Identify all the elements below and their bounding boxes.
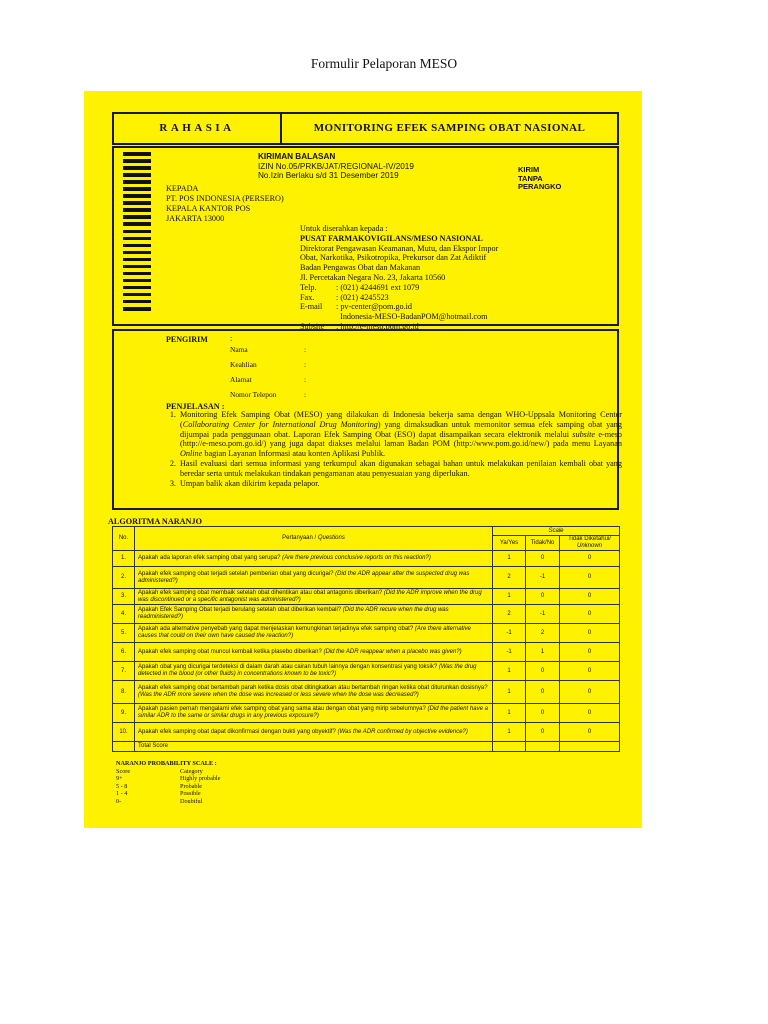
- score-yes[interactable]: 2: [493, 567, 526, 589]
- col-no-answer: Tidak/No: [526, 536, 560, 551]
- row-number: 5.: [113, 624, 135, 643]
- sender-box: PENGIRIM : Nama : Keahlian : Alamat : Nomor Telepon : PENJELASAN : 1. Monitoring Efek Samping Obat (MESO) yang dilakukan di Indonesia bekerja sama dengan WHO-Uppsala Monitoring Center (Collaborating Center for International Drug Monitoring) yang dimaksudkan untuk memonitor semua efek samping obat yang dijumpai pada penggunaan obat. Laporan Efek Samping Obat (ESO) dapat disampaikan secara elektronik melalui subsite e-meso (http://e-meso.pom.go.id/) yang juga dapat diakses melalui laman Badan POM (http://www.pom.go.id/new/) pada menu Layanan Online bagian Layanan Informasi atau konten Aplikasi Publik. 2. Hasil evaluasi dari semua informasi yang terkumpul akan digunakan sebagai bahan untuk melakukan penilaian kembali obat yang beredar serta untuk melakukan tindakan pengamanan atau penyesuaian yang diperlukan. 3. Umpan balik akan dikirim kepada pelapor.: [112, 329, 619, 510]
- rahasia-label: RAHASIA: [159, 122, 235, 134]
- score-yes[interactable]: 1: [493, 662, 526, 681]
- total-no[interactable]: [526, 742, 560, 752]
- field-expertise-input[interactable]: :: [304, 360, 307, 369]
- row-number: 10.: [113, 723, 135, 742]
- header-box: [112, 112, 619, 145]
- score-no[interactable]: -1: [526, 567, 560, 589]
- row-question: Apakah efek samping obat dapat dikonfirmasi dengan bukti yang obyektif? (Was the ADR confirmed by objective evidence?): [135, 723, 493, 742]
- table-row: [113, 589, 620, 605]
- explanation-list: [166, 410, 622, 488]
- explanation-item: 1. Monitoring Efek Samping Obat (MESO) yang dilakukan di Indonesia bekerja sama dengan WHO-Uppsala Monitoring Center (Collaborating Center for International Drug Monitoring) yang dimaksudkan untuk memonitor semua efek samping obat yang dijumpai pada penggunaan obat. Laporan Efek Samping Obat (ESO) dapat disampaikan secara elektronik melalui subsite e-meso (http://e-meso.pom.go.id/) yang juga dapat diakses melalui laman Badan POM (http://www.pom.go.id/new/) pada menu Layanan Online bagian Layanan Informasi atau konten Aplikasi Publik.: [178, 410, 622, 459]
- score-yes[interactable]: 1: [493, 723, 526, 742]
- table-row: [113, 643, 620, 662]
- score-no[interactable]: 0: [526, 551, 560, 567]
- reply-permit: KIRIMAN BALASAN IZIN No.05/PRKB/JAT/REGIONAL-IV/2019 No.Izin Berlaku s/d 31 Desember 2019: [258, 152, 414, 181]
- table-row: [113, 567, 620, 589]
- row-question: Apakah efek samping obat bertambah parah ketika dosis obat ditingkatkan atau bertambah ringan ketika obat diturunkan dosisnya? (Was the ADR more severe when the dose was increased or less severe when the dose was decreased?): [135, 681, 493, 704]
- postage-free-stamp: KIRIM TANPA PERANGKO: [518, 165, 562, 192]
- score-no[interactable]: 0: [526, 662, 560, 681]
- score-unknown[interactable]: 0: [560, 662, 620, 681]
- score-no[interactable]: 0: [526, 704, 560, 723]
- recipient-address: Untuk diserahkan kepada : PUSAT FARMAKOVIGILANS/MESO NASIONAL Direktorat Pengawasan Keamanan, Mutu, dan Ekspor Impor Obat, Narkotika, Psikotropika, Prekursor dan Zat Adiktif Badan Pengawas Obat dan Makanan Jl. Percetakan Negara No. 23, Jakarta 10560 Telp. : (021) 4244691 ext 1079 Fax. : (021) 4245523 E-mail : pv-center@pom.go.id Indonesia-MESO-BadanPOM@hotmail.com Subsite : http://e-meso.pom.go.id: [300, 224, 499, 331]
- row-number: 4.: [113, 605, 135, 624]
- score-no[interactable]: 0: [526, 681, 560, 704]
- score-yes[interactable]: -1: [493, 643, 526, 662]
- field-phone-label: Nomor Telepon: [230, 390, 277, 399]
- score-unknown[interactable]: 0: [560, 624, 620, 643]
- col-yes: Ya/Yes: [493, 536, 526, 551]
- total-row: [113, 742, 620, 752]
- scale-row: 5 - 8 Probable: [116, 782, 202, 790]
- score-no[interactable]: -1: [526, 605, 560, 624]
- row-question: Apakah ada laporan efek samping obat yang serupa? (Are there previous conclusive reports on this reaction?): [135, 551, 493, 567]
- col-no: No.: [113, 527, 135, 551]
- score-unknown[interactable]: 0: [560, 723, 620, 742]
- col-scale: Scale: [493, 527, 620, 536]
- address-box: [112, 146, 619, 331]
- table-row: [113, 704, 620, 723]
- field-address-input[interactable]: :: [304, 375, 307, 384]
- scale-row: 0- Doubtful: [116, 797, 203, 805]
- document-title: Formulir Pelaporan MESO: [310, 56, 458, 71]
- row-number: 9.: [113, 704, 135, 723]
- table-row: [113, 723, 620, 742]
- score-yes[interactable]: 1: [493, 704, 526, 723]
- total-yes[interactable]: [493, 742, 526, 752]
- postal-barcode: [123, 152, 151, 316]
- explanation-item: 3. Umpan balik akan dikirim kepada pelapor.: [178, 479, 622, 489]
- table-row: [113, 605, 620, 624]
- field-address-label: Alamat: [230, 375, 252, 384]
- field-name-input[interactable]: :: [304, 345, 307, 354]
- row-question: Apakah obat yang dicurigai terdeteksi di dalam darah atau cairan tubuh lainnya dengan konsentrasi yang toksik? (Was the drug detected in the blood (or other fluids) in concentrations known to be toxic?): [135, 662, 493, 681]
- score-no[interactable]: 2: [526, 624, 560, 643]
- row-question: Apakah efek samping obat muncul kembali ketika plasebo diberikan? (Did the ADR reappear when a placebo was given?): [135, 643, 493, 662]
- score-unknown[interactable]: 0: [560, 551, 620, 567]
- field-phone-input[interactable]: :: [304, 390, 307, 399]
- table-row: [113, 551, 620, 567]
- row-number: 6.: [113, 643, 135, 662]
- naranjo-table: [112, 526, 620, 752]
- row-question: Apakah ada alternative penyebab yang dapat menjelaskan kemungkinan terjadinya efek samping obat? (Are there alternative causes that could on their own have caused the reaction?): [135, 624, 493, 643]
- explanation-item: 2. Hasil evaluasi dari semua informasi yang terkumpul akan digunakan sebagai bahan untuk melakukan penilaian kembali obat yang beredar serta untuk melakukan tindakan pengamanan atau penyesuaian yang diperlukan.: [178, 459, 622, 479]
- total-label: Total Score: [135, 742, 493, 752]
- score-yes[interactable]: -1: [493, 624, 526, 643]
- row-number: 1.: [113, 551, 135, 567]
- postal-address: KEPADA PT. POS INDONESIA (PERSERO) KEPALA KANTOR POS JAKARTA 13000: [166, 184, 284, 223]
- table-row: [113, 624, 620, 643]
- score-unknown[interactable]: 0: [560, 681, 620, 704]
- probability-scale: NARANJO PROBABILITY SCALE : Score Category 9+ Highly probable 5 - 8 Probable 1 - 4 Possible 0- Doubtful: [116, 760, 221, 805]
- field-expertise-label: Keahlian: [230, 360, 257, 369]
- scale-row: 9+ Highly probable: [116, 775, 221, 783]
- score-no[interactable]: 1: [526, 643, 560, 662]
- scale-row: 1 - 4 Possible: [116, 790, 201, 798]
- table-row: [113, 681, 620, 704]
- total-unknown[interactable]: [560, 742, 620, 752]
- sender-label: PENGIRIM: [166, 335, 208, 344]
- score-yes[interactable]: 1: [493, 681, 526, 704]
- row-question: Apakah efek samping obat membaik setelah obat dihentikan atau obat antagonis diberikan? (Did the ADR improve when the drug was discontinued or a specific antagonist was administered?): [135, 589, 493, 605]
- score-unknown[interactable]: 0: [560, 567, 620, 589]
- score-unknown[interactable]: 0: [560, 605, 620, 624]
- row-number: 8.: [113, 681, 135, 704]
- program-title: MONITORING EFEK SAMPING OBAT NASIONAL: [313, 122, 586, 134]
- col-unknown: Tidak Diketahui/ Unknown: [560, 536, 620, 551]
- row-question: Apakah Efek Samping Obat terjadi berulang setelah obat diberikan kembali? (Did the ADR recure when the drug was readministered?): [135, 605, 493, 624]
- score-no[interactable]: 0: [526, 723, 560, 742]
- row-number: 7.: [113, 662, 135, 681]
- row-number: 3.: [113, 589, 135, 605]
- row-question: Apakah efek samping obat terjadi setelah pemberian obat yang dicurigai? (Did the ADR appear after the suspected drug was administered?): [135, 567, 493, 589]
- score-yes[interactable]: 2: [493, 605, 526, 624]
- score-unknown[interactable]: 0: [560, 589, 620, 605]
- score-yes[interactable]: 1: [493, 551, 526, 567]
- col-question: Pertanyaan / Questions: [135, 527, 493, 551]
- score-unknown[interactable]: 0: [560, 704, 620, 723]
- table-row: [113, 662, 620, 681]
- field-name-label: Nama: [230, 345, 248, 354]
- naranjo-title: ALGORITMA NARANJO: [108, 517, 202, 526]
- explanation-label: PENJELASAN :: [166, 402, 225, 411]
- row-number: 2.: [113, 567, 135, 589]
- score-yes[interactable]: 1: [493, 589, 526, 605]
- score-no[interactable]: 0: [526, 589, 560, 605]
- score-unknown[interactable]: 0: [560, 643, 620, 662]
- row-question: Apakah pasien pernah mengalami efek samping obat yang sama atau dengan obat yang mirip sebelumnya? (Did the patient have a similar ADR to the same or similar drugs in any previous exposure?): [135, 704, 493, 723]
